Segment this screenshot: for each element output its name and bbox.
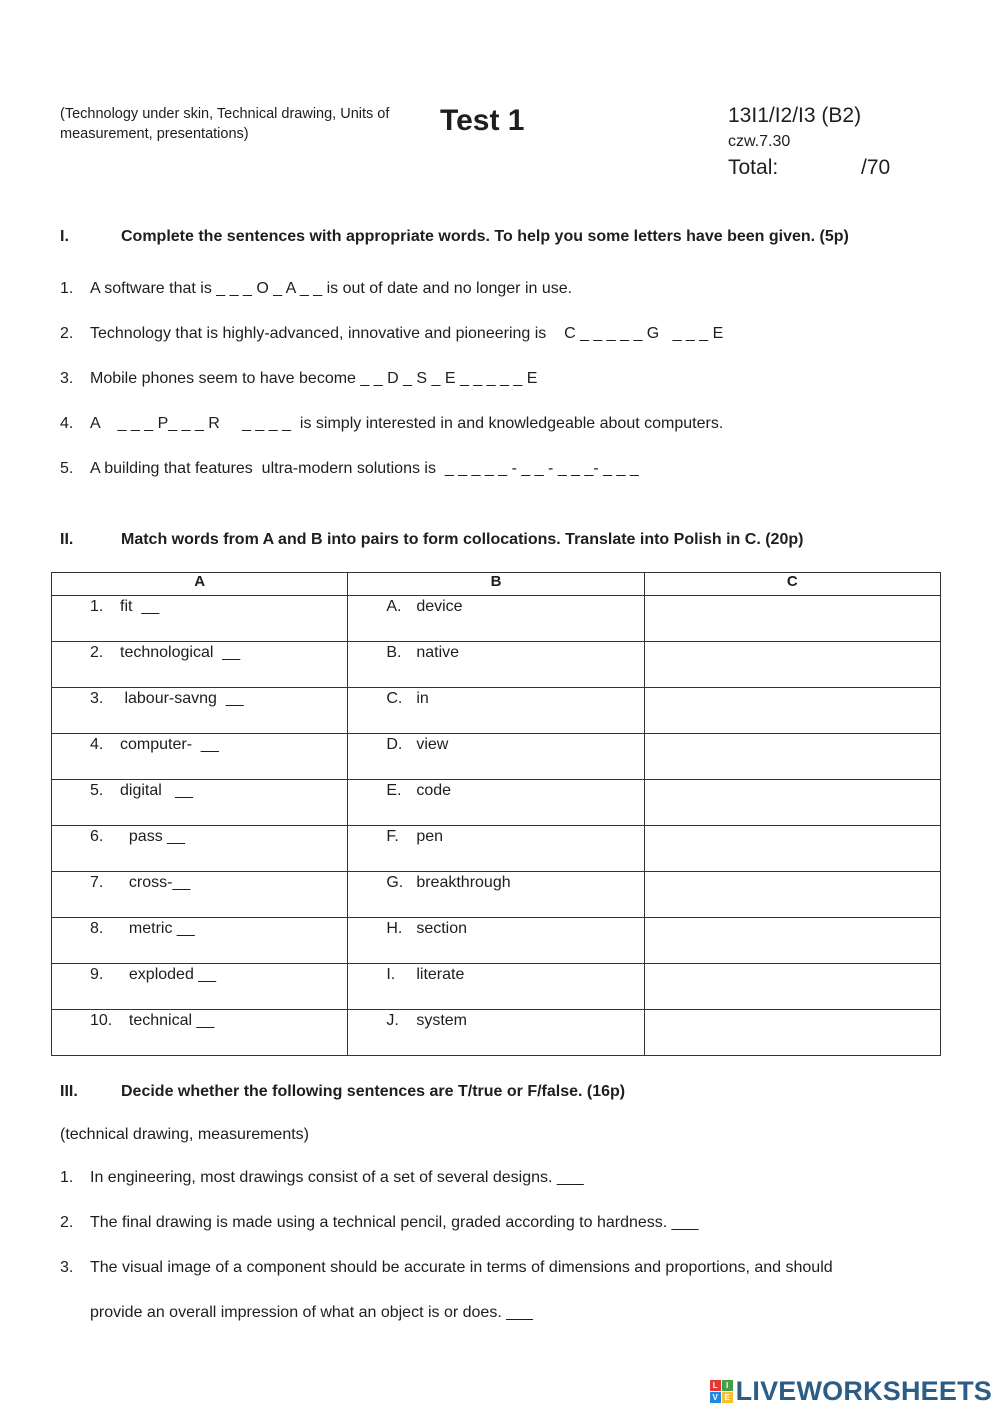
section1-item (60, 460, 639, 478)
class-code: 13I1/I2/I3 (B2) (728, 104, 862, 127)
test-topics: (Technology under skin, Technical drawing, Units of measurement, presentations) (60, 106, 390, 142)
column-c-cell[interactable] (644, 1010, 940, 1056)
item-text: A software that is _ _ _ O _ A _ _ is out of date and no longer in use. (90, 280, 573, 297)
table-row (52, 734, 941, 780)
column-b-cell (348, 596, 644, 642)
a-word: digital __ (120, 782, 193, 799)
table-row (52, 1010, 941, 1056)
table-row (52, 688, 941, 734)
a-number: 2. (90, 644, 104, 661)
column-b-cell (348, 964, 644, 1010)
a-number: 8. (90, 920, 104, 937)
column-b-cell (348, 642, 644, 688)
b-letter: A. (386, 598, 402, 615)
column-a-cell (52, 780, 348, 826)
column-c-cell[interactable] (644, 918, 940, 964)
item-number: 1. (60, 280, 74, 297)
collocations-table (51, 572, 941, 1056)
a-number: 10. (90, 1012, 113, 1029)
section2-heading (60, 531, 803, 549)
item-number: 5. (60, 460, 74, 477)
b-letter: G. (386, 874, 404, 891)
b-letter: H. (386, 920, 403, 937)
table-row (52, 642, 941, 688)
column-a-cell (52, 826, 348, 872)
b-word: code (416, 782, 452, 799)
b-word: pen (416, 828, 444, 845)
column-b-cell (348, 734, 644, 780)
item-text: A building that features ultra-modern solutions is _ _ _ _ _ - _ _ - _ _ _- _ _ _ (90, 460, 639, 477)
column-c-cell[interactable] (644, 872, 940, 918)
item-text: A _ _ _ P_ _ _ R _ _ _ _ is simply interested in and knowledgeable about computers. (90, 415, 724, 432)
b-word: view (416, 736, 449, 753)
b-letter: E. (386, 782, 402, 799)
column-c-cell[interactable] (644, 596, 940, 642)
section1-instruction: Complete the sentences with appropriate words. To help you some letters have been given. (5p) (121, 228, 849, 245)
column-a-cell (52, 688, 348, 734)
item-number: 1. (60, 1169, 74, 1186)
column-c-cell[interactable] (644, 964, 940, 1010)
a-word: technological __ (120, 644, 241, 661)
item-text: Technology that is highly-advanced, innovative and pioneering is C _ _ _ _ _ G _ _ _ E (90, 325, 724, 342)
item-number: 2. (60, 325, 74, 342)
section1-heading (60, 228, 849, 246)
logo-text: LIVEWORKSHEETS (735, 1376, 992, 1406)
b-word: literate (416, 966, 465, 983)
column-b-cell (348, 780, 644, 826)
a-number: 5. (90, 782, 104, 799)
item-text: The visual image of a component should be accurate in terms of dimensions and proportions, and should (90, 1259, 833, 1276)
item-number: 4. (60, 415, 74, 432)
b-letter: B. (386, 644, 402, 661)
b-word: device (416, 598, 463, 615)
section2-number: II. (60, 531, 74, 548)
section3-item (60, 1169, 584, 1187)
column-b-header: B (348, 573, 644, 596)
logo-letter: I (722, 1380, 733, 1391)
b-letter: D. (386, 736, 403, 753)
b-word: section (416, 920, 468, 937)
column-b-cell (348, 872, 644, 918)
a-word: technical __ (120, 1012, 215, 1029)
section3-subtitle: (technical drawing, measurements) (60, 1126, 309, 1143)
column-a-cell (52, 1010, 348, 1056)
page-title: Test 1 (440, 104, 525, 137)
a-word: exploded __ (120, 966, 217, 983)
a-word: pass __ (120, 828, 185, 845)
b-word: in (416, 690, 429, 707)
column-b-cell (348, 688, 644, 734)
section3-item (60, 1214, 698, 1232)
section3-number: III. (60, 1083, 78, 1100)
b-letter: C. (386, 690, 403, 707)
section2-instruction: Match words from A and B into pairs to form collocations. Translate into Polish in C. (20p) (121, 531, 804, 548)
item-text: In engineering, most drawings consist of a set of several designs. ___ (90, 1169, 584, 1186)
section3-instruction: Decide whether the following sentences are T/true or F/false. (16p) (121, 1083, 626, 1100)
liveworksheets-logo (710, 1376, 992, 1407)
section1-item (60, 325, 723, 343)
table-header-row (52, 573, 941, 596)
logo-icon (710, 1380, 733, 1403)
b-letter: J. (386, 1012, 399, 1029)
b-letter: I. (386, 966, 396, 983)
column-a-header: A (52, 573, 348, 596)
column-c-cell[interactable] (644, 780, 940, 826)
section1-item (60, 370, 537, 388)
b-word: native (416, 644, 460, 661)
item-number: 3. (60, 1259, 74, 1276)
column-c-cell[interactable] (644, 734, 940, 780)
column-b-cell (348, 1010, 644, 1056)
column-c-cell[interactable] (644, 688, 940, 734)
column-a-cell (52, 734, 348, 780)
a-number: 4. (90, 736, 104, 753)
column-a-cell (52, 872, 348, 918)
section3-heading (60, 1083, 625, 1101)
column-c-cell[interactable] (644, 642, 940, 688)
item-number: 2. (60, 1214, 74, 1231)
total-max: /70 (861, 156, 891, 179)
b-word: system (416, 1012, 467, 1029)
column-a-cell (52, 918, 348, 964)
table-row (52, 918, 941, 964)
section1-item (60, 280, 572, 298)
column-a-cell (52, 964, 348, 1010)
section3-item-continuation: provide an overall impression of what an object is or does. ___ (90, 1304, 533, 1321)
column-c-header: C (644, 573, 940, 596)
section1-number: I. (60, 228, 69, 245)
item-text: The final drawing is made using a technical pencil, graded according to hardness. ___ (90, 1214, 699, 1231)
b-word: breakthrough (416, 874, 511, 891)
a-word: computer- __ (120, 736, 219, 753)
column-b-cell (348, 826, 644, 872)
total-label: Total: (728, 156, 779, 179)
table-row (52, 872, 941, 918)
logo-letter: L (710, 1380, 721, 1391)
lesson-time: czw.7.30 (728, 133, 791, 150)
a-word: metric __ (120, 920, 195, 937)
section3-item (60, 1259, 833, 1277)
table-row (52, 596, 941, 642)
item-text: Mobile phones seem to have become _ _ D _ S _ E _ _ _ _ _ E (90, 370, 538, 387)
a-number: 1. (90, 598, 104, 615)
a-number: 3. (90, 690, 104, 707)
a-word: cross-__ (120, 874, 191, 891)
column-b-cell (348, 918, 644, 964)
table-row (52, 826, 941, 872)
a-number: 9. (90, 966, 104, 983)
table-row (52, 964, 941, 1010)
a-number: 7. (90, 874, 104, 891)
column-c-cell[interactable] (644, 826, 940, 872)
column-a-cell (52, 596, 348, 642)
b-letter: F. (386, 828, 399, 845)
a-word: labour-savng __ (120, 690, 244, 707)
table-row (52, 780, 941, 826)
section1-item (60, 415, 723, 433)
item-number: 3. (60, 370, 74, 387)
logo-letter: V (710, 1392, 721, 1403)
logo-letter: E (722, 1392, 733, 1403)
a-word: fit __ (120, 598, 160, 615)
a-number: 6. (90, 828, 104, 845)
column-a-cell (52, 642, 348, 688)
